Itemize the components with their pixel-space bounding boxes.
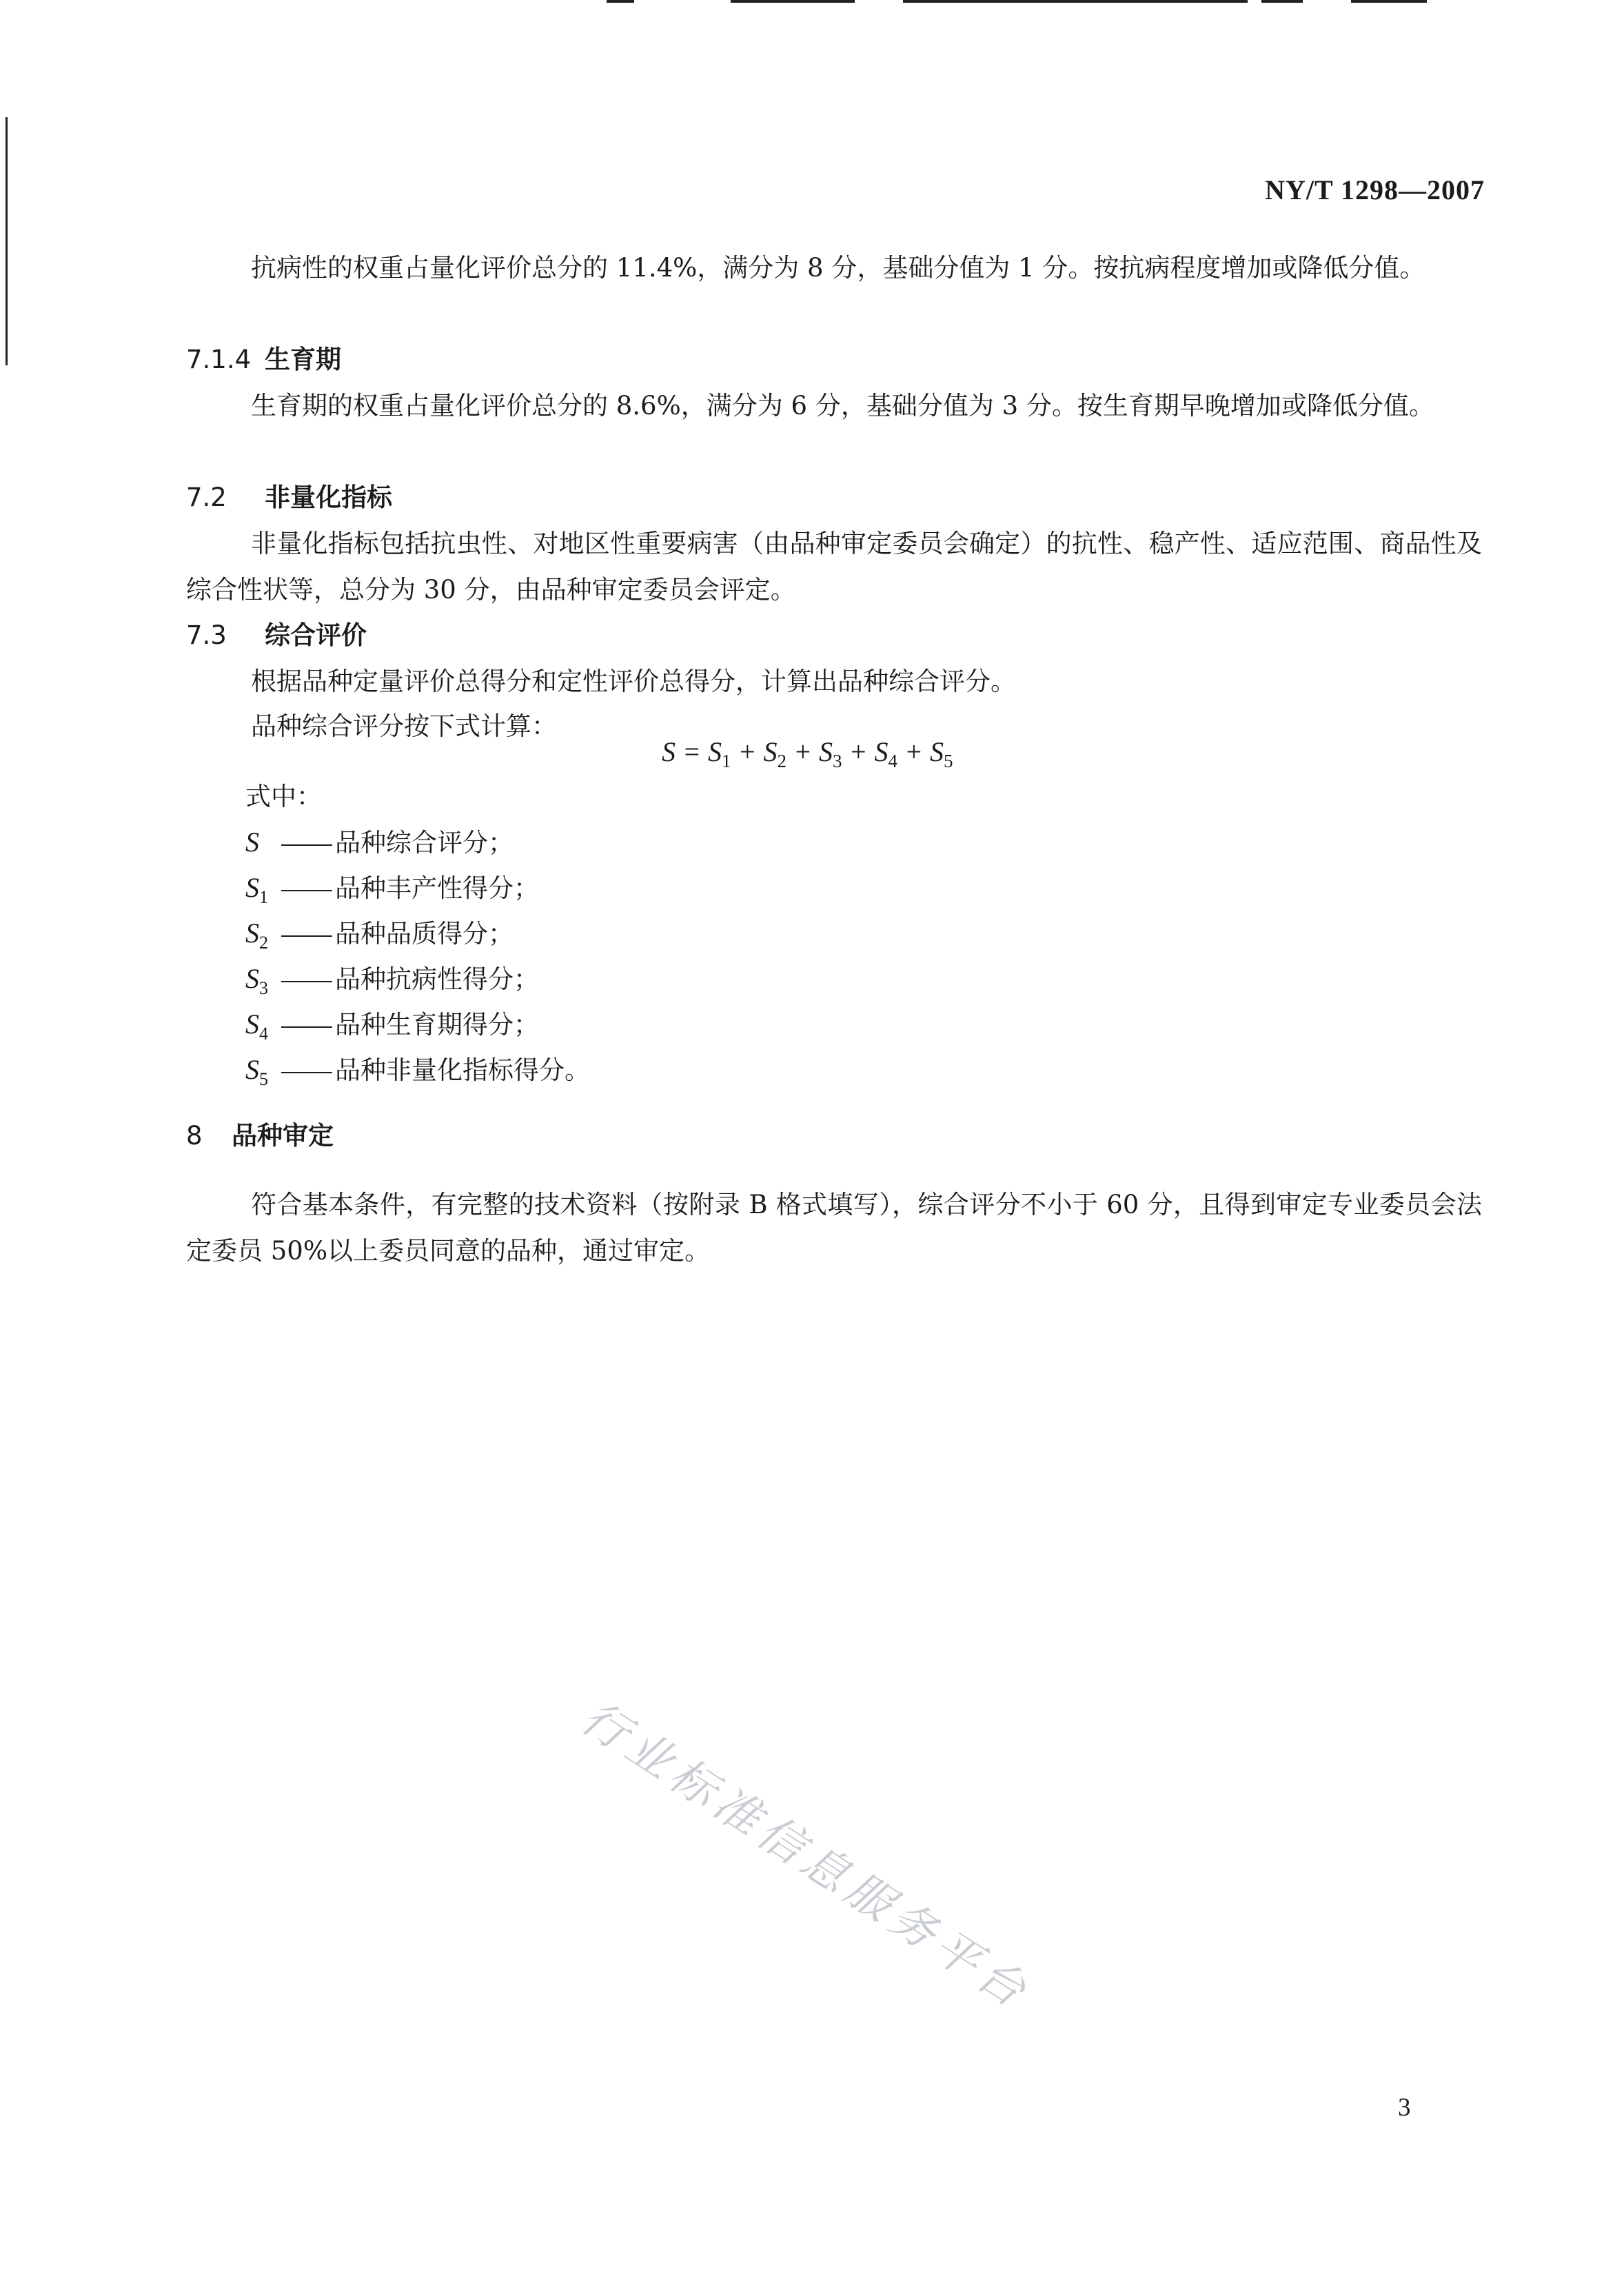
- definition-symbol: $S_2$: [245, 918, 268, 953]
- definition-text: 品种非量化指标得分。: [335, 1055, 590, 1085]
- formula-term: S: [874, 736, 889, 767]
- definition-symbol: S: [245, 827, 259, 858]
- section-heading-7-1-4: [186, 336, 341, 383]
- scan-top-mark: [1351, 0, 1427, 3]
- scan-edge-line: [6, 117, 8, 365]
- where-label: 式中：: [245, 782, 322, 811]
- document-number: NY/T 1298—2007: [1265, 174, 1485, 205]
- section-title: 综合评价: [265, 620, 367, 650]
- paragraph-approval: 符合基本条件，有完整的技术资料（按附录 B 格式填写），综合评分不小于 60 分，且得到审定专业委员会法定委员 50%以上委员同意的品种，通过审定。: [186, 1190, 1482, 1266]
- definition-text: 品种品质得分；: [335, 919, 514, 949]
- formula-sub: 2: [777, 751, 786, 771]
- formula-sub: 3: [833, 751, 842, 771]
- section-number: 8: [186, 1121, 203, 1150]
- definition-symbol: $S_1$: [245, 872, 268, 907]
- score-formula: [662, 729, 953, 784]
- formula-plus: +: [786, 736, 819, 767]
- scan-top-mark: [903, 0, 1248, 3]
- formula-equals: =: [676, 736, 708, 767]
- definition-symbol: $S_5$: [245, 1054, 268, 1089]
- paragraph-growth-period: 生育期的权重占量化评价总分的 8.6%，满分为 6 分，基础分值为 3 分。按生育期早晚增加或降低分值。: [251, 391, 1434, 420]
- section-heading-8: [186, 1113, 334, 1159]
- definition-dash: [281, 844, 332, 846]
- formula-term: S: [819, 736, 833, 767]
- scan-top-mark: [607, 0, 634, 3]
- paragraph-disease-resistance: 抗病性的权重占量化评价总分的 11.4%，满分为 8 分，基础分值为 1 分。按抗病程度增加或降低分值。: [251, 253, 1425, 283]
- scan-top-mark: [731, 0, 855, 3]
- formula-sub: 1: [722, 751, 731, 771]
- section-title: 品种审定: [232, 1121, 334, 1150]
- definition-text: 品种综合评分；: [335, 828, 514, 858]
- formula-term: S: [708, 736, 722, 767]
- definition-dash: [281, 1072, 332, 1073]
- formula-sub: 4: [888, 751, 897, 771]
- formula-plus: +: [731, 736, 764, 767]
- definition-symbol: $S_3$: [245, 963, 268, 998]
- section-heading-7-2: [186, 474, 392, 520]
- definition-dash: [281, 890, 332, 891]
- formula-sub: 5: [944, 751, 953, 771]
- formula-lhs: S: [662, 736, 676, 767]
- formula-term: S: [930, 736, 944, 767]
- section-number: 7.2: [186, 483, 227, 512]
- formula-plus: +: [842, 736, 875, 767]
- watermark-text: 行业标准信息服务平台: [571, 1690, 1041, 2021]
- definition-dash: [281, 1026, 332, 1028]
- section-title: 生育期: [265, 345, 341, 374]
- formula-plus: +: [897, 736, 930, 767]
- definition-text: 品种生育期得分；: [335, 1010, 539, 1040]
- section-heading-7-3: [186, 612, 367, 658]
- paragraph-non-quantified: 非量化指标包括抗虫性、对地区性重要病害（由品种审定委员会确定）的抗性、稳产性、适应范围、商品性及综合性状等，总分为 30 分，由品种审定委员会评定。: [186, 529, 1482, 605]
- scan-top-mark: [1261, 0, 1303, 3]
- section-number: 7.1.4: [186, 345, 252, 374]
- definition-dash: [281, 981, 332, 982]
- text-basis: 根据品种定量评价总得分和定性评价总得分，计算出品种综合评分。: [251, 667, 1016, 696]
- text-formula-intro: 品种综合评分按下式计算：: [251, 711, 557, 741]
- definition-text: 品种抗病性得分；: [335, 964, 539, 994]
- page-number: 3: [1398, 2094, 1411, 2122]
- section-title: 非量化指标: [265, 483, 392, 512]
- definition-row: [245, 1046, 590, 1102]
- definition-symbol: $S_4$: [245, 1008, 268, 1044]
- definition-dash: [281, 935, 332, 937]
- section-number: 7.3: [186, 620, 227, 650]
- formula-term: S: [763, 736, 778, 767]
- definition-text: 品种丰产性得分；: [335, 873, 539, 903]
